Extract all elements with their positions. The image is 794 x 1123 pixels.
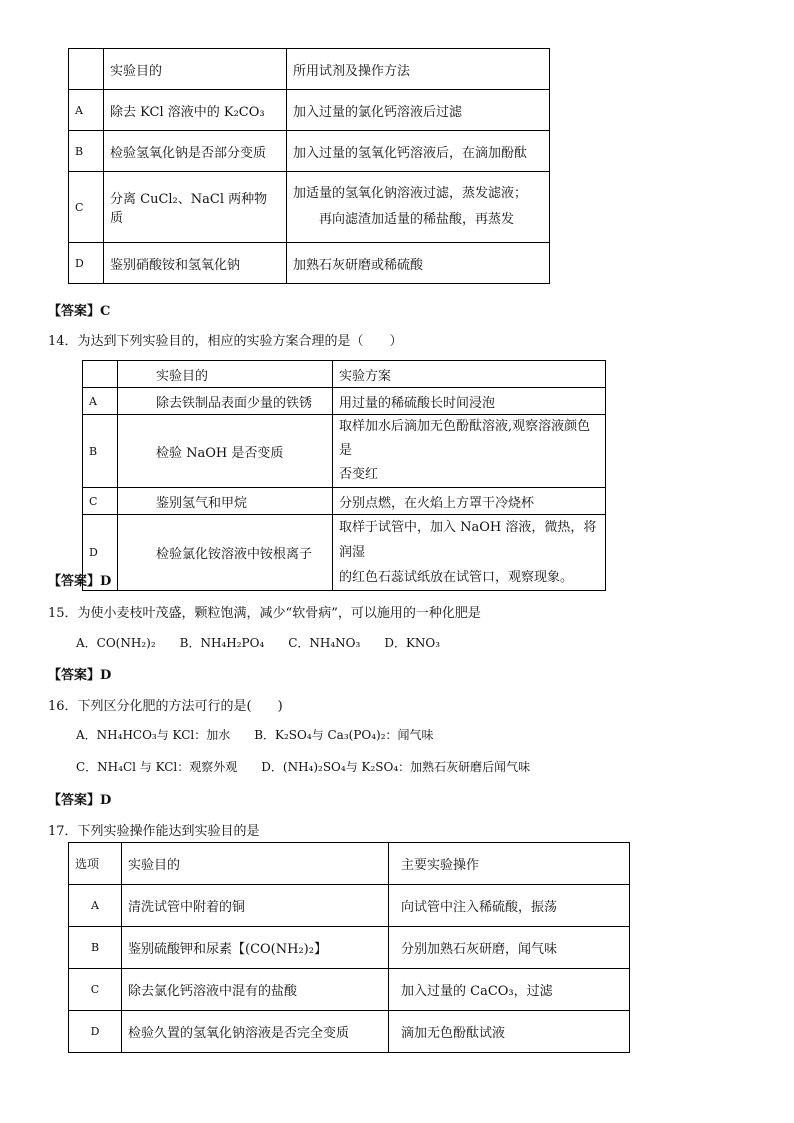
- question-16-stem: 16．下列区分化肥的方法可行的是( ): [48, 699, 283, 714]
- table-header-method: 所用试剂及操作方法: [287, 49, 550, 90]
- row-goal: 除去氯化钙溶液中混有的盐酸: [122, 969, 389, 1011]
- table-row: [69, 927, 630, 969]
- row-method: 加入过量的氯化钙溶液后过滤: [287, 90, 550, 131]
- question-16-options-line-2: C．NH₄Cl 与 KCl：观察外观 D．(NH₄)₂SO₄与 K₂SO₄：加熟石灰研磨后闻气味: [76, 760, 531, 774]
- table-row: [69, 172, 550, 243]
- row-label: A: [83, 388, 118, 415]
- table-header-goal: 实验目的: [104, 49, 287, 90]
- table-row: [69, 90, 550, 131]
- row-operation: 滴加无色酚酞试液: [389, 1011, 630, 1053]
- table-row: [83, 388, 606, 415]
- table-row: [83, 515, 606, 591]
- table-17: [68, 842, 630, 1053]
- question-17-stem: 17．下列实验操作能达到实验目的是: [48, 824, 260, 839]
- row-goal: 鉴别硫酸钾和尿素【(CO(NH₂)₂】: [122, 927, 389, 969]
- row-goal: 检验 NaOH 是否变质: [118, 415, 333, 488]
- row-label: B: [69, 131, 104, 172]
- table-row: [69, 243, 550, 284]
- table-row: [69, 49, 550, 90]
- answer-16: 【答案】D: [48, 793, 112, 808]
- row-plan: 分别点燃，在火焰上方罩干冷烧杯: [333, 488, 606, 515]
- method-line-1: 加适量的氢氧化钠溶液过滤，蒸发滤液；: [293, 186, 528, 201]
- question-16-options-line-1: A．NH₄HCO₃与 KCl：加水 B．K₂SO₄与 Ca₃(PO₄)₂：闻气味: [76, 728, 434, 742]
- question-15-options: A．CO(NH₂)₂ B．NH₄H₂PO₄ C．NH₄NO₃ D．KNO₃: [76, 636, 441, 650]
- table-header-goal: 实验目的: [122, 843, 389, 885]
- table-cell: [83, 361, 118, 388]
- table-row: [69, 969, 630, 1011]
- row-label: D: [69, 243, 104, 284]
- row-label: C: [83, 488, 118, 515]
- row-label: C: [69, 172, 104, 243]
- question-14-stem: 14．为达到下列实验目的，相应的实验方案合理的是（ ）: [48, 334, 403, 349]
- row-method: 加入过量的氢氧化钙溶液后，在滴加酚酞: [287, 131, 550, 172]
- row-goal: 分离 CuCl₂、NaCl 两种物质: [104, 172, 287, 243]
- row-plan: 用过量的稀硫酸长时间浸泡: [333, 388, 606, 415]
- row-goal: 检验氢氧化钠是否部分变质: [104, 131, 287, 172]
- row-goal: 除去 KCl 溶液中的 K₂CO₃: [104, 90, 287, 131]
- table-header-goal: 实验目的: [118, 361, 333, 388]
- row-label: C: [69, 969, 122, 1011]
- row-operation: 向试管中注入稀硫酸，振荡: [389, 885, 630, 927]
- row-goal: 鉴别氢气和甲烷: [118, 488, 333, 515]
- row-method: [287, 172, 550, 243]
- table-cell: [69, 49, 104, 90]
- method-line-2: 再向滤渣加适量的稀盐酸，再蒸发: [319, 212, 515, 227]
- table-row: [83, 361, 606, 388]
- table-header-operation: 主要实验操作: [389, 843, 630, 885]
- row-operation: 加入过量的 CaCO₃，过滤: [389, 969, 630, 1011]
- table-row: [83, 415, 606, 488]
- plan-line-2: 的红色石蕊试纸放在试管口，观察现象。: [339, 570, 574, 585]
- row-label: D: [83, 515, 118, 591]
- table-1: [68, 48, 550, 284]
- row-goal: 检验久置的氢氧化钠溶液是否完全变质: [122, 1011, 389, 1053]
- table-row: [69, 843, 630, 885]
- row-label: A: [69, 885, 122, 927]
- plan-line-2: 否变红: [339, 467, 379, 482]
- table-row: [69, 885, 630, 927]
- answer-14: 【答案】D: [48, 574, 112, 589]
- question-15-stem: 15．为使小麦枝叶茂盛，颗粒饱满，减少“软骨病”，可以施用的一种化肥是: [48, 606, 481, 621]
- row-label: B: [69, 927, 122, 969]
- table-row: [69, 1011, 630, 1053]
- table-14: [82, 360, 606, 591]
- table-header-option: 选项: [69, 843, 122, 885]
- row-goal: 除去铁制品表面少量的铁锈: [118, 388, 333, 415]
- row-label: A: [69, 90, 104, 131]
- answer-15: 【答案】D: [48, 668, 112, 683]
- row-label: D: [69, 1011, 122, 1053]
- row-operation: 分别加熟石灰研磨，闻气味: [389, 927, 630, 969]
- row-goal: 鉴别硝酸铵和氢氧化钠: [104, 243, 287, 284]
- plan-line-1: 取样加水后滴加无色酚酞溶液,观察溶液颜色是: [339, 419, 591, 458]
- row-plan: [333, 515, 606, 591]
- table-header-plan: 实验方案: [333, 361, 606, 388]
- table-row: [83, 488, 606, 515]
- row-label: B: [83, 415, 118, 488]
- table-row: [69, 131, 550, 172]
- answer-13: 【答案】C: [48, 304, 111, 319]
- row-goal: 检验氯化铵溶液中铵根离子: [118, 515, 333, 591]
- plan-line-1: 取样于试管中，加入 NaOH 溶液，微热，将润湿: [339, 520, 597, 560]
- row-goal: 清洗试管中附着的铜: [122, 885, 389, 927]
- row-method: 加熟石灰研磨或稀硫酸: [287, 243, 550, 284]
- row-plan: [333, 415, 606, 488]
